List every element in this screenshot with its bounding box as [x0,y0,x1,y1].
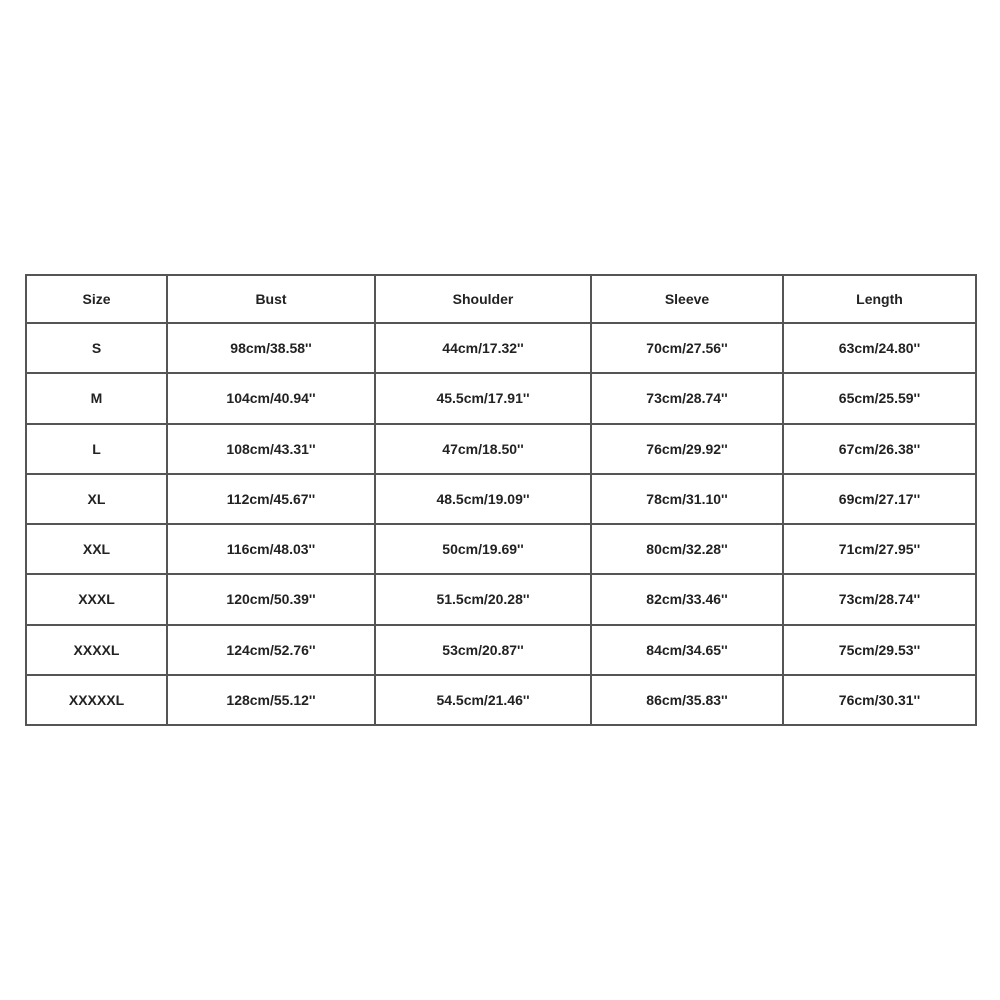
table-row [26,524,976,574]
cell-size: XXXL [26,574,167,624]
cell-shoulder: 53cm/20.87'' [375,625,591,675]
cell-shoulder: 50cm/19.69'' [375,524,591,574]
header-length: Length [783,275,976,323]
header-bust: Bust [167,275,375,323]
table-row [26,474,976,524]
cell-size: M [26,373,167,423]
header-shoulder: Shoulder [375,275,591,323]
cell-sleeve: 86cm/35.83'' [591,675,783,725]
table-row [26,574,976,624]
size-chart-table [25,274,977,726]
table-row [26,323,976,373]
table-header-row [26,275,976,323]
cell-sleeve: 76cm/29.92'' [591,424,783,474]
cell-sleeve: 80cm/32.28'' [591,524,783,574]
cell-bust: 112cm/45.67'' [167,474,375,524]
cell-length: 71cm/27.95'' [783,524,976,574]
cell-shoulder: 44cm/17.32'' [375,323,591,373]
cell-sleeve: 78cm/31.10'' [591,474,783,524]
table-row [26,373,976,423]
cell-bust: 124cm/52.76'' [167,625,375,675]
cell-sleeve: 70cm/27.56'' [591,323,783,373]
cell-size: S [26,323,167,373]
cell-bust: 120cm/50.39'' [167,574,375,624]
cell-shoulder: 47cm/18.50'' [375,424,591,474]
cell-length: 67cm/26.38'' [783,424,976,474]
table-row [26,424,976,474]
cell-length: 75cm/29.53'' [783,625,976,675]
cell-size: L [26,424,167,474]
table-row [26,675,976,725]
cell-bust: 98cm/38.58'' [167,323,375,373]
cell-size: XXL [26,524,167,574]
cell-bust: 108cm/43.31'' [167,424,375,474]
cell-length: 63cm/24.80'' [783,323,976,373]
table-row [26,625,976,675]
cell-shoulder: 51.5cm/20.28'' [375,574,591,624]
header-size: Size [26,275,167,323]
cell-bust: 128cm/55.12'' [167,675,375,725]
cell-sleeve: 84cm/34.65'' [591,625,783,675]
cell-sleeve: 73cm/28.74'' [591,373,783,423]
cell-shoulder: 54.5cm/21.46'' [375,675,591,725]
cell-length: 69cm/27.17'' [783,474,976,524]
cell-bust: 104cm/40.94'' [167,373,375,423]
cell-length: 65cm/25.59'' [783,373,976,423]
cell-bust: 116cm/48.03'' [167,524,375,574]
cell-size: XL [26,474,167,524]
header-sleeve: Sleeve [591,275,783,323]
cell-size: XXXXL [26,625,167,675]
cell-shoulder: 48.5cm/19.09'' [375,474,591,524]
cell-size: XXXXXL [26,675,167,725]
cell-sleeve: 82cm/33.46'' [591,574,783,624]
cell-shoulder: 45.5cm/17.91'' [375,373,591,423]
cell-length: 73cm/28.74'' [783,574,976,624]
cell-length: 76cm/30.31'' [783,675,976,725]
